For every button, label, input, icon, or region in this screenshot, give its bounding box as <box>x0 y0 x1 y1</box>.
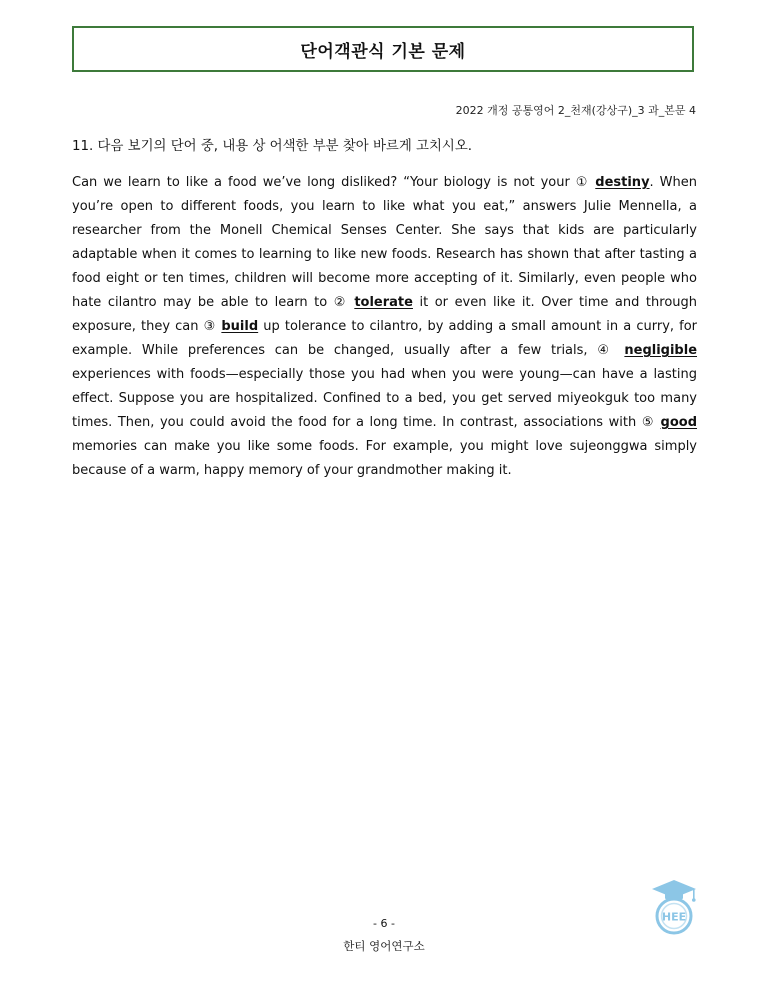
question-prompt: 11. 다음 보기의 단어 중, 내용 상 어색한 부분 찾아 바르게 고치시오. <box>72 139 473 154</box>
hee-logo <box>648 878 700 936</box>
page-title: 단어객관식 기본 문제 <box>300 41 466 62</box>
choice-number-3: ③ <box>203 319 217 334</box>
page-number: - 6 - <box>373 917 395 930</box>
passage-text: Can we learn to like a food we’ve long disliked? “Your biology is not your <box>72 175 576 190</box>
passage-text: . When you’re open to different foods, you learn to like what you eat,” answers Julie Mennella, a researcher from the Monell Chemical Senses Center. She says that kids are particularly adaptable when it comes to learning to like new foods. Research has shown that after tasting a food eight or ten times, children will become more accepting of it. Similarly, even people who hate cilantro may be able to learn to <box>72 175 697 310</box>
passage-text: it or even like it. Over time and through exposure, they can <box>72 295 698 334</box>
title-box <box>72 26 694 72</box>
choice-number-5: ⑤ <box>641 415 655 430</box>
choice-word-3: build <box>221 319 259 334</box>
passage-text: up tolerance to cilantro, by adding a small amount in a curry, for example. While preferences can be changed, usually after a few trials, <box>72 319 698 358</box>
logo-text: HEE <box>661 910 687 924</box>
footer-organization: 한티 영어연구소 <box>343 939 425 953</box>
choice-word-4: negligible <box>624 343 698 358</box>
passage-text: experiences with foods—especially those you had when you were young—can have a lasting effect. Suppose you are hospitalized. Confined to a bed, you get served miyeokguk too many times. Then, you could avoid the food for a long time. In contrast, associations with <box>72 367 697 430</box>
choice-word-2: tolerate <box>354 295 413 310</box>
choice-number-1: ① <box>575 175 590 190</box>
choice-number-2: ② <box>333 295 348 310</box>
passage <box>72 171 697 483</box>
passage-text: memories can make you like some foods. For example, you might love sujeonggwa simply because of a warm, happy memory of your grandmother making it. <box>72 439 697 478</box>
choice-word-1: destiny <box>595 175 650 190</box>
choice-number-4: ④ <box>597 343 615 358</box>
source-label: 2022 개정 공통영어 2_천재(강상구)_3 과_본문 4 <box>455 104 696 117</box>
choice-word-5: good <box>660 415 698 430</box>
